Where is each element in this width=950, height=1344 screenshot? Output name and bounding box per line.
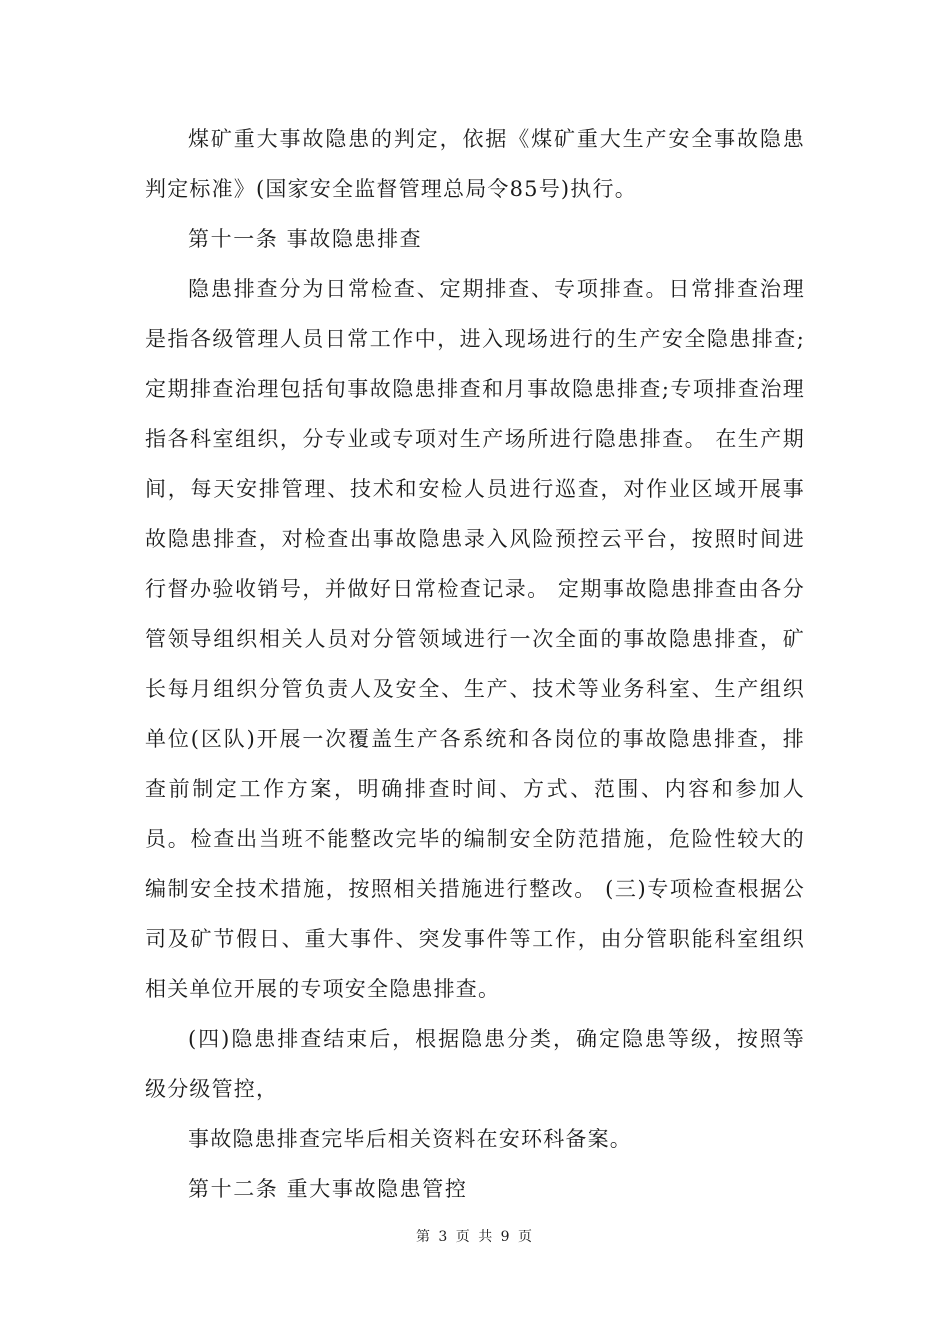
article-11-heading: 第十一条 事故隐患排查 — [188, 227, 423, 251]
paragraph-inspection-result-grading: (四)隐患排查结束后，根据隐患分类，确定隐患等级，按照等级分级管控， — [145, 1027, 805, 1101]
paragraph-major-hazard-determination: 煤矿重大事故隐患的判定，依据《煤矿重大生产安全事故隐患判定标准》(国家安全监督管理总局令85号)执行。 — [145, 127, 805, 201]
paragraph-hazard-inspection: 隐患排查分为日常检查、定期排查、专项排查。日常排查治理是指各级管理人员日常工作中，进入现场进行的生产安全隐患排查;定期排查治理包括旬事故隐患排查和月事故隐患排查;专项排查治理指各科室组织，分专业或专项对生产场所进行隐患排查。 在生产期间，每天安排管理、技术和安检人员进行巡查，对作业区域开展事故隐患排查，对检查出事故隐患录入风险预控云平台，按照时间进行督办验收销号，并做好日常检查记录。 定期事故隐患排查由各分管领导组织相关人员对分管领域进行一次全面的事故隐患排查，矿长每月组织分管负责人及安全、生产、技术等业务科室、生产组织单位(区队)开展一次覆盖生产各系统和各岗位的事故隐患排查，排查前制定工作方案，明确排查时间、方式、范围、内容和参加人员。检查出当班不能整改完毕的编制安全防范措施，危险性较大的编制安全技术措施，按照相关措施进行整改。 (三)专项检查根据公司及矿节假日、重大事件、突发事件等工作，由分管职能科室组织相关单位开展的专项安全隐患排查。 — [145, 277, 805, 1001]
article-12-heading: 第十二条 重大事故隐患管控 — [188, 1177, 468, 1201]
page-number-footer: 第 3 页 共 9 页 — [415, 1229, 535, 1245]
paragraph-records-filing: 事故隐患排查完毕后相关资料在安环科备案。 — [188, 1127, 632, 1151]
document-body — [145, 114, 805, 1214]
